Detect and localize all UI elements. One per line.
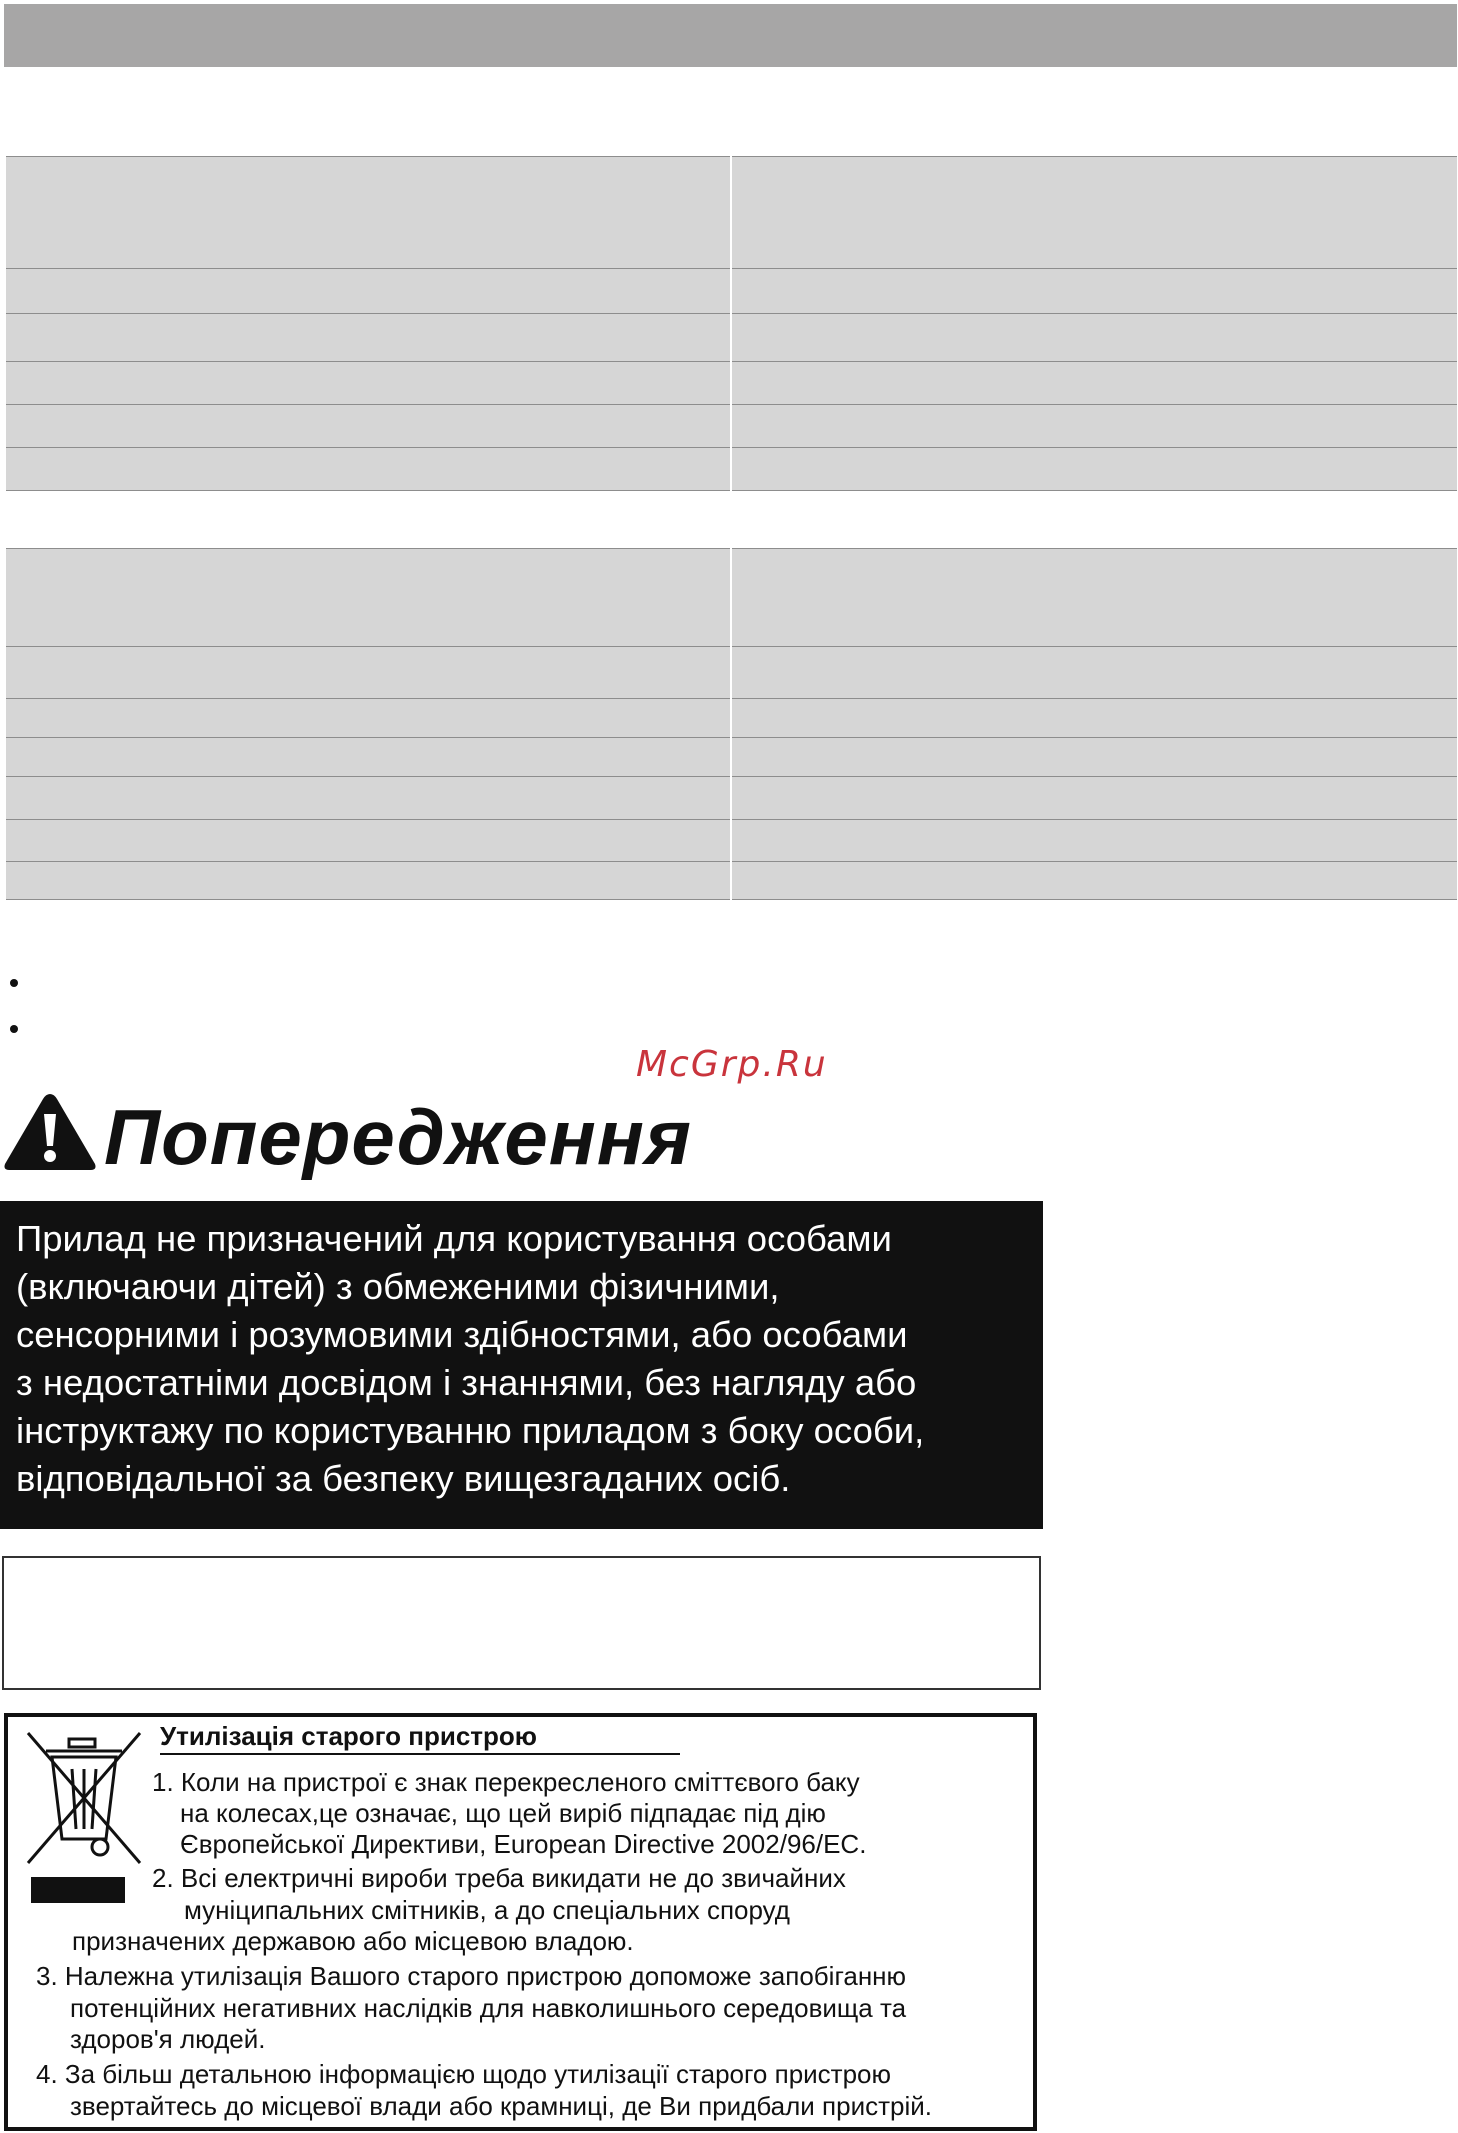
table-row (6, 738, 1457, 777)
crossed-out-wheelie-bin-icon (22, 1727, 146, 1867)
warning-line: Прилад не призначений для користування особами (16, 1218, 892, 1259)
watermark: McGrp.Ru (636, 1044, 828, 1085)
table-row (6, 405, 1457, 448)
table-row (6, 157, 1457, 269)
marking-bar (31, 1877, 125, 1903)
header-bar (4, 4, 1457, 67)
warning-line: (включаючи дітей) з обмеженими фізичними, (16, 1266, 780, 1307)
spec-table-2 (6, 548, 1457, 900)
disposal-line: 4. За більш детальною інформацією щодо утилізації старого пристрою (36, 2059, 892, 2089)
title-underline (160, 1753, 680, 1755)
disposal-line: Європейської Директиви, European Directive 2002/96/EC. (180, 1829, 867, 1859)
disposal-line: муніципальних смітників, а до спеціальних споруд (184, 1895, 790, 1925)
disposal-line: здоров'я людей. (70, 2024, 266, 2054)
table-row (6, 699, 1457, 738)
warning-line: інструктажу по користуванню приладом з боку особи, (16, 1410, 925, 1451)
table-row (6, 862, 1457, 900)
disposal-line: 2. Всі електричні вироби треба викидати не до звичайних (152, 1863, 846, 1893)
empty-notice-box (2, 1556, 1041, 1690)
bullet-icon (10, 1025, 18, 1033)
warning-line: з недостатніми досвідом і знаннями, без нагляду або (16, 1362, 917, 1403)
table-row (6, 269, 1457, 314)
disposal-line: 3. Належна утилізація Вашого старого пристрою допоможе запобіганню (36, 1961, 907, 1991)
list-item (10, 1014, 410, 1060)
table-row (6, 549, 1457, 647)
disposal-line: потенційних негативних наслідків для навколишнього середовища та (70, 1993, 907, 2023)
warning-triangle-icon (2, 1090, 98, 1174)
table-row (6, 448, 1457, 491)
warning-line: відповідальної за безпеку вищезгаданих осіб. (16, 1458, 791, 1499)
table-row (6, 820, 1457, 862)
disposal-line: 1. Коли на пристрої є знак перекресленого сміттєвого баку (152, 1767, 860, 1797)
disposal-notice (4, 1713, 1037, 2131)
disposal-title: Утилізація старого пристрою (160, 1721, 538, 1751)
disposal-line: звертайтесь до місцевої влади або крамниці, де Ви придбали пристрій. (70, 2091, 932, 2121)
table-row (6, 362, 1457, 405)
warning-box (0, 1201, 1043, 1529)
warning-title: Попередження (104, 1093, 692, 1181)
warning-heading (2, 1090, 802, 1190)
bullet-list (10, 968, 410, 1060)
table-row (6, 314, 1457, 362)
disposal-line: на колесах,це означає, що цей виріб підпадає під дію (180, 1798, 826, 1828)
warning-line: сенсорними і розумовими здібностями, або особами (16, 1314, 908, 1355)
spec-table-1 (6, 156, 1457, 491)
list-item (10, 968, 410, 1014)
table-row (6, 777, 1457, 820)
bullet-icon (10, 979, 18, 987)
disposal-line: призначених державою або місцевою владою. (72, 1926, 634, 1956)
table-row (6, 647, 1457, 699)
